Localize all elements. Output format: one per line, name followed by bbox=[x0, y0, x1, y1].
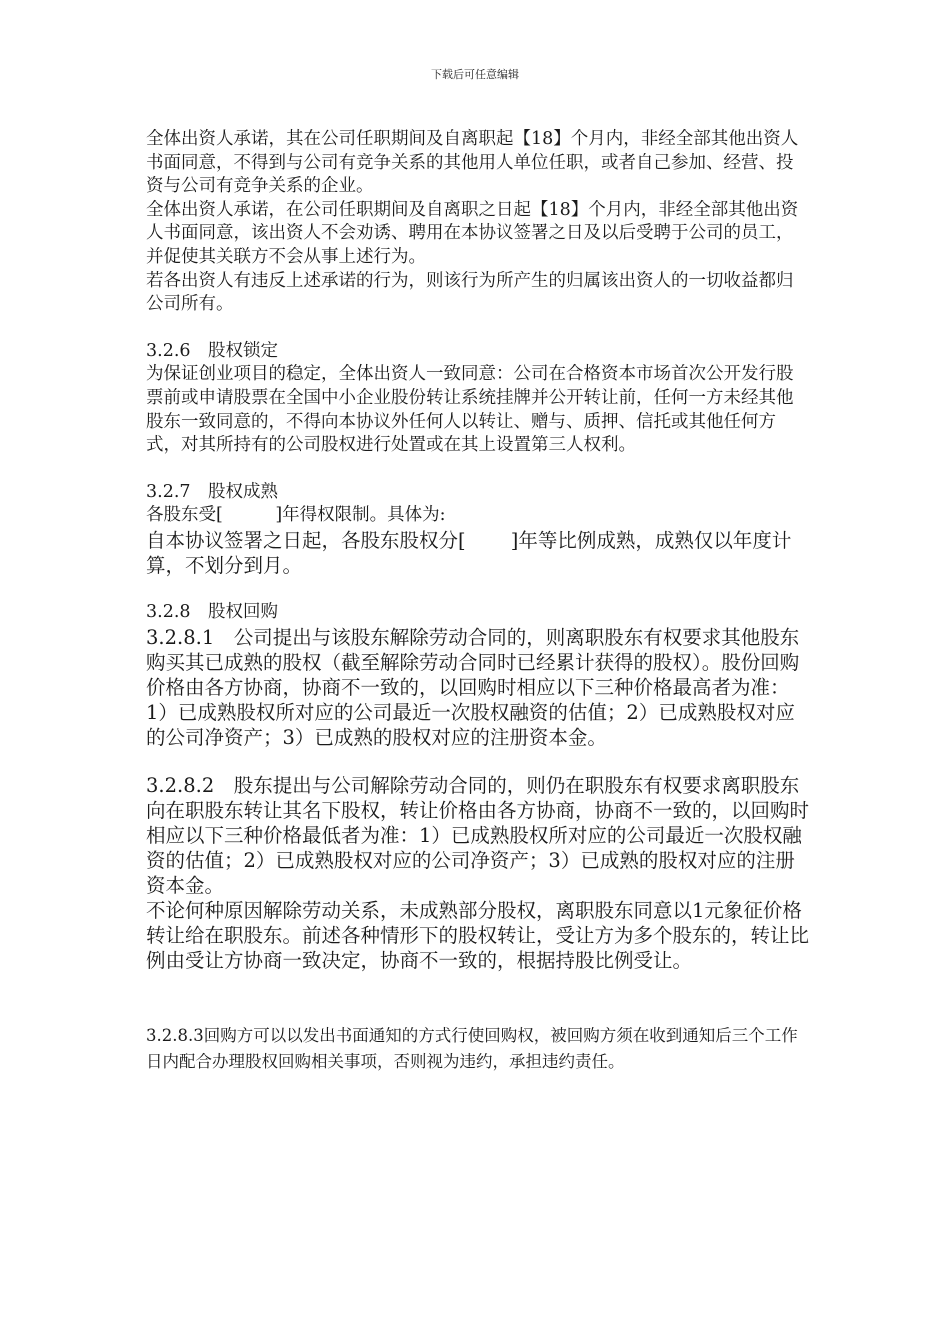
paragraph-non-compete: 全体出资人承诺，其在公司任职期间及自离职起【18】个月内，非经全部其他出资人书面同意，不得到与公司有竞争关系的其他用人单位任职，或者自己参加、经营、投资与公司有竞争关系的企业。 bbox=[146, 129, 799, 197]
paragraph-3-2-7-b: 自本协议签署之日起，各股东股权分[ ]年等比例成熟，成熟仅以年度计算，不划分到月。 bbox=[146, 528, 792, 577]
document-body bbox=[146, 128, 810, 1075]
heading-3-2-7: 3.2.7 股权成熟 bbox=[146, 481, 279, 502]
paragraph-3-2-8-2: 3.2.8.2 股东提出与公司解除劳动合同的，则仍在职股东有权要求离职股东向在职股东转让其名下股权，转让价格由各方协商，协商不一致的，以回购时相应以下三种价格最低者为准：1）已成熟股权所对应的公司最近一次股权融资的估值；2）已成熟股权对应的公司净资产；3）已成熟的股权对应的注册资本金。 bbox=[146, 773, 810, 897]
paragraph-3-2-7-a: 各股东受[ ]年得权限制。具体为: bbox=[146, 505, 446, 526]
paragraph-3-2-8-3: 3.2.8.3回购方可以以发出书面通知的方式行使回购权，被回购方须在收到通知后三个工作日内配合办理股权回购相关事项，否则视为违约，承担违约责任。 bbox=[146, 1025, 798, 1071]
heading-3-2-6: 3.2.6 股权锁定 bbox=[146, 340, 279, 361]
paragraph-3-2-8-1: 3.2.8.1 公司提出与该股东解除劳动合同的，则离职股东有权要求其他股东购买其已成熟的股权（截至解除劳动合同时已经累计获得的股权）。股份回购价格由各方协商，协商不一致的，以回购时相应以下三种价格最高者为准：1）已成熟股权所对应的公司最近一次股权融资的估值；2）已成熟股权对应的公司净资产；3）已成熟的股权对应的注册资本金。 bbox=[146, 625, 800, 749]
paragraph-violation: 若各出资人有违反上述承诺的行为，则该行为所产生的归属该出资人的一切收益都归公司所有。 bbox=[146, 270, 794, 315]
paragraph-3-2-8-2-b: 不论何种原因解除劳动关系，未成熟部分股权，离职股东同意以1元象征价格转让给在职股东。前述各种情形下的股权转让，受让方为多个股东的，转让比例由受让方协商一致决定，协商不一致的，根据持股比例受让。 bbox=[146, 898, 810, 972]
page-header: 下载后可任意编辑 bbox=[431, 68, 519, 81]
paragraph-non-solicit: 全体出资人承诺，在公司任职期间及自离职之日起【18】个月内，非经全部其他出资人书面同意，该出资人不会劝诱、聘用在本协议签署之日及以后受聘于公司的员工，并促使其关联方不会从事上述行为。 bbox=[146, 199, 799, 267]
paragraph-3-2-6: 为保证创业项目的稳定，全体出资人一致同意：公司在合格资本市场首次公开发行股票前或申请股票在全国中小企业股份转让系统挂牌并公开转让前，任何一方未经其他股东一致同意的，不得向本协议外任何人以转让、赠与、质押、信托或其他任何方式，对其所持有的公司股权进行处置或在其上设置第三人权利。 bbox=[146, 364, 794, 456]
heading-3-2-8: 3.2.8 股权回购 bbox=[146, 601, 279, 622]
